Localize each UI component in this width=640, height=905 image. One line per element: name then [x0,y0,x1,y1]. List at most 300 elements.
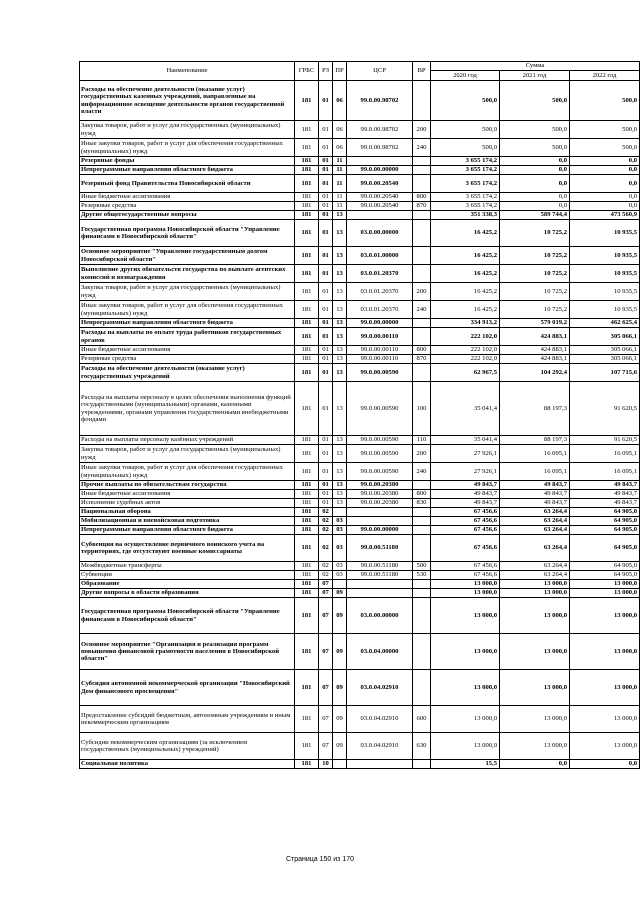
table-row [80,760,640,769]
row-pr: 03 [333,535,347,562]
table-row [80,202,640,211]
row-grbs: 181 [295,733,319,760]
row-sum-2021: 104 292,4 [500,364,570,382]
row-rz: 01 [319,121,333,139]
row-rz: 01 [319,211,333,220]
table-row [80,436,640,445]
row-vr [413,319,431,328]
row-pr: 13 [333,328,347,346]
row-csr [347,508,413,517]
row-sum-2021: 0,0 [500,166,570,175]
row-rz: 01 [319,490,333,499]
row-sum-2021: 63 264,4 [500,571,570,580]
table-row [80,589,640,598]
row-sum-2020: 222 102,0 [431,328,500,346]
table-row [80,733,640,760]
row-grbs: 181 [295,139,319,157]
row-vr [413,166,431,175]
row-sum-2022: 13 000,0 [570,670,640,706]
row-pr [333,508,347,517]
row-sum-2022: 10 935,5 [570,301,640,319]
row-sum-2020: 500,0 [431,81,500,121]
row-name: Межбюджетные трансферты [80,562,295,571]
row-sum-2022: 49 843,7 [570,499,640,508]
row-pr: 06 [333,121,347,139]
table-row [80,247,640,265]
row-name: Национальная оборона [80,508,295,517]
row-sum-2021: 10 725,2 [500,283,570,301]
row-vr [413,81,431,121]
row-sum-2021: 10 725,2 [500,220,570,247]
row-rz: 02 [319,562,333,571]
row-rz: 01 [319,364,333,382]
row-name: Выполнение других обязательств государства по выплате агентских комиссий и вознаграждения [80,265,295,283]
row-name: Предоставление субсидий бюджетным, автономным учреждениям и иным некоммерческим организациям [80,706,295,733]
row-sum-2021: 579 019,2 [500,319,570,328]
row-pr: 09 [333,670,347,706]
row-pr: 03 [333,526,347,535]
row-name: Расходы на обеспечение деятельности (оказание услуг) государственных учреждений [80,364,295,382]
row-grbs: 181 [295,490,319,499]
row-name: Прочие выплаты по обязательствам государства [80,481,295,490]
row-sum-2022: 64 905,0 [570,571,640,580]
row-csr: 03.0.01.20370 [347,283,413,301]
row-name: Закупка товаров, работ и услуг для государственных (муниципальных) нужд [80,445,295,463]
row-grbs: 181 [295,436,319,445]
row-vr [413,517,431,526]
row-grbs: 181 [295,346,319,355]
row-sum-2021: 0,0 [500,202,570,211]
row-rz: 07 [319,634,333,670]
row-sum-2022: 49 843,7 [570,490,640,499]
row-sum-2021: 63 264,4 [500,508,570,517]
row-vr [413,157,431,166]
row-vr: 240 [413,301,431,319]
row-sum-2020: 16 425,2 [431,247,500,265]
row-pr: 03 [333,562,347,571]
row-csr: 99.0.00.98702 [347,81,413,121]
row-sum-2022: 462 625,4 [570,319,640,328]
table-row [80,211,640,220]
row-pr: 13 [333,265,347,283]
row-vr [413,211,431,220]
row-name: Субвенции [80,571,295,580]
row-grbs: 181 [295,382,319,436]
row-vr: 870 [413,355,431,364]
row-pr: 13 [333,499,347,508]
header-pr: ПР [333,62,347,81]
row-sum-2020: 13 000,0 [431,733,500,760]
table-row [80,139,640,157]
row-sum-2020: 15,5 [431,760,500,769]
row-rz: 07 [319,706,333,733]
row-sum-2022: 13 000,0 [570,634,640,670]
row-vr: 630 [413,733,431,760]
row-sum-2022: 10 935,5 [570,265,640,283]
row-name: Резервные средства [80,355,295,364]
row-sum-2022: 91 620,5 [570,436,640,445]
row-pr: 09 [333,733,347,760]
row-rz: 01 [319,355,333,364]
row-rz: 01 [319,265,333,283]
row-vr [413,220,431,247]
row-grbs: 181 [295,364,319,382]
row-vr: 100 [413,382,431,436]
row-pr: 13 [333,355,347,364]
row-vr [413,175,431,193]
row-pr: 13 [333,346,347,355]
row-rz: 01 [319,193,333,202]
table-row [80,580,640,589]
row-grbs: 181 [295,157,319,166]
row-name: Субсидии некоммерческим организациям (за исключением государственных (муниципальных) учреждений) [80,733,295,760]
row-vr [413,580,431,589]
header-csr: ЦСР [347,62,413,81]
row-rz: 01 [319,499,333,508]
table-row [80,499,640,508]
row-sum-2020: 16 425,2 [431,265,500,283]
row-sum-2021: 589 744,4 [500,211,570,220]
row-sum-2021: 13 000,0 [500,634,570,670]
row-rz: 02 [319,517,333,526]
row-sum-2020: 49 843,7 [431,499,500,508]
row-pr: 13 [333,283,347,301]
row-vr [413,526,431,535]
row-pr: 09 [333,589,347,598]
row-rz: 01 [319,436,333,445]
row-csr: 03.0.01.20370 [347,301,413,319]
row-pr: 03 [333,571,347,580]
row-grbs: 181 [295,211,319,220]
row-grbs: 181 [295,508,319,517]
row-vr [413,508,431,517]
table-row [80,598,640,634]
row-sum-2022: 64 905,0 [570,517,640,526]
row-rz: 01 [319,139,333,157]
row-sum-2020: 3 655 174,2 [431,193,500,202]
row-vr [413,634,431,670]
row-sum-2020: 67 456,6 [431,562,500,571]
row-sum-2021: 424 883,1 [500,346,570,355]
row-csr: 99.0.00.00110 [347,328,413,346]
row-name: Закупка товаров, работ и услуг для государственных (муниципальных) нужд [80,121,295,139]
row-csr: 99.0.00.00590 [347,445,413,463]
row-sum-2020: 500,0 [431,139,500,157]
row-sum-2021: 500,0 [500,139,570,157]
row-name: Другие вопросы в области образования [80,589,295,598]
row-name: Резервный фонд Правительства Новосибирской области [80,175,295,193]
table-row [80,571,640,580]
row-pr: 06 [333,139,347,157]
row-grbs: 181 [295,328,319,346]
row-name: Социальная политика [80,760,295,769]
row-rz: 10 [319,760,333,769]
row-sum-2021: 13 000,0 [500,589,570,598]
row-pr: 13 [333,436,347,445]
row-grbs: 181 [295,355,319,364]
row-sum-2021: 13 000,0 [500,733,570,760]
row-rz: 07 [319,733,333,760]
table-row [80,355,640,364]
row-sum-2021: 63 264,4 [500,526,570,535]
row-sum-2022: 13 000,0 [570,580,640,589]
table-row [80,81,640,121]
row-sum-2020: 222 102,0 [431,355,500,364]
row-rz: 01 [319,346,333,355]
row-sum-2022: 91 620,5 [570,382,640,436]
row-pr: 13 [333,319,347,328]
row-sum-2021: 10 725,2 [500,265,570,283]
row-pr: 11 [333,157,347,166]
row-csr: 99.0.00.51180 [347,535,413,562]
row-vr: 200 [413,445,431,463]
table-row [80,283,640,301]
row-pr: 09 [333,634,347,670]
row-csr [347,589,413,598]
row-vr: 600 [413,706,431,733]
row-name: Мобилизационная и вневойсковая подготовка [80,517,295,526]
row-sum-2021: 63 264,4 [500,535,570,562]
row-sum-2021: 16 095,1 [500,463,570,481]
row-sum-2021: 13 000,0 [500,706,570,733]
row-sum-2022: 10 935,5 [570,220,640,247]
header-vr: ВР [413,62,431,81]
row-sum-2021: 63 264,4 [500,562,570,571]
row-grbs: 181 [295,81,319,121]
row-sum-2020: 3 655 174,2 [431,202,500,211]
row-sum-2021: 500,0 [500,81,570,121]
row-sum-2020: 49 843,7 [431,490,500,499]
row-csr: 99.0.00.20380 [347,490,413,499]
row-grbs: 181 [295,634,319,670]
page-number: Страница 150 из 170 [285,856,355,863]
row-sum-2020: 3 655 174,2 [431,157,500,166]
row-sum-2021: 13 000,0 [500,580,570,589]
row-vr: 870 [413,202,431,211]
table-row [80,319,640,328]
table-row [80,121,640,139]
row-sum-2022: 0,0 [570,157,640,166]
row-grbs: 181 [295,526,319,535]
table-row [80,166,640,175]
table-row [80,346,640,355]
row-vr [413,535,431,562]
row-csr: 99.0.00.00590 [347,463,413,481]
header-year-2021: 2021 год [500,71,570,81]
budget-table-sheet [79,61,639,769]
row-rz: 01 [319,220,333,247]
row-csr: 99.0.00.00000 [347,526,413,535]
row-pr: 13 [333,247,347,265]
row-name: Государственная программа Новосибирской области "Управление финансами в Новосибирской области" [80,598,295,634]
row-sum-2020: 16 425,2 [431,220,500,247]
row-vr [413,481,431,490]
row-pr: 11 [333,193,347,202]
row-grbs: 181 [295,220,319,247]
row-sum-2020: 334 913,2 [431,319,500,328]
row-pr: 13 [333,301,347,319]
row-rz: 01 [319,445,333,463]
row-sum-2022: 10 935,5 [570,283,640,301]
row-pr: 09 [333,598,347,634]
row-pr: 13 [333,364,347,382]
row-sum-2021: 0,0 [500,175,570,193]
row-pr: 13 [333,445,347,463]
row-vr: 530 [413,571,431,580]
table-row [80,265,640,283]
row-grbs: 181 [295,562,319,571]
header-grbs: ГРБС [295,62,319,81]
row-sum-2022: 13 000,0 [570,598,640,634]
row-rz: 02 [319,508,333,517]
row-name: Расходы на выплаты по оплате труда работников государственных органов [80,328,295,346]
row-csr: 99.0.00.00110 [347,355,413,364]
row-sum-2022: 500,0 [570,139,640,157]
row-sum-2020: 13 000,0 [431,634,500,670]
row-name: Резервные средства [80,202,295,211]
row-name: Расходы на обеспечение деятельности (оказание услуг) государственных казенных учреждений, направленные на информационное освещение деятельности органов государственной власти [80,81,295,121]
row-rz: 01 [319,175,333,193]
row-sum-2022: 473 560,9 [570,211,640,220]
table-row [80,508,640,517]
row-csr: 99.0.00.00590 [347,364,413,382]
row-csr: 99.0.00.00000 [347,319,413,328]
row-rz: 01 [319,463,333,481]
row-sum-2022: 13 000,0 [570,589,640,598]
row-sum-2020: 16 425,2 [431,283,500,301]
header-name: Наименование [80,62,295,81]
row-sum-2020: 62 967,5 [431,364,500,382]
table-row [80,175,640,193]
row-pr: 13 [333,463,347,481]
row-csr [347,211,413,220]
row-grbs: 181 [295,517,319,526]
row-rz: 01 [319,202,333,211]
row-grbs: 181 [295,319,319,328]
row-sum-2021: 424 883,1 [500,328,570,346]
row-sum-2022: 0,0 [570,166,640,175]
row-grbs: 181 [295,283,319,301]
row-sum-2022: 49 843,7 [570,481,640,490]
row-pr: 13 [333,382,347,436]
row-sum-2020: 500,0 [431,121,500,139]
row-csr: 99.0.00.20540 [347,193,413,202]
row-grbs: 181 [295,760,319,769]
row-sum-2022: 305 066,1 [570,355,640,364]
row-rz: 01 [319,166,333,175]
row-sum-2021: 0,0 [500,760,570,769]
row-grbs: 181 [295,463,319,481]
row-csr: 99.0.00.00590 [347,382,413,436]
row-csr: 99.0.00.00110 [347,346,413,355]
row-grbs: 181 [295,166,319,175]
header-sum: Сумма [431,62,640,71]
table-row [80,301,640,319]
row-rz: 01 [319,481,333,490]
row-grbs: 181 [295,535,319,562]
row-grbs: 181 [295,589,319,598]
row-csr: 99.0.00.00000 [347,166,413,175]
row-sum-2021: 10 725,2 [500,301,570,319]
table-row [80,220,640,247]
row-sum-2020: 67 456,6 [431,535,500,562]
row-name: Субсидия автономной некоммерческой организации "Новосибирский Дом финансового просвещения" [80,670,295,706]
row-name: Иные бюджетные ассигнования [80,490,295,499]
row-rz: 01 [319,319,333,328]
row-grbs: 181 [295,706,319,733]
row-sum-2021: 13 000,0 [500,670,570,706]
row-name: Субвенция на осуществление первичного воинского учета на территориях, где отсутствуют военные комиссариаты [80,535,295,562]
row-name: Закупка товаров, работ и услуг для государственных (муниципальных) нужд [80,283,295,301]
table-row [80,562,640,571]
row-csr: 99.0.00.51180 [347,562,413,571]
header-rz: РЗ [319,62,333,81]
row-grbs: 181 [295,670,319,706]
table-row [80,193,640,202]
table-row [80,481,640,490]
row-pr: 13 [333,490,347,499]
table-row [80,364,640,382]
row-grbs: 181 [295,265,319,283]
row-csr: 99.0.00.00590 [347,436,413,445]
row-csr: 99.0.00.98702 [347,121,413,139]
row-sum-2022: 305 066,1 [570,346,640,355]
row-grbs: 181 [295,445,319,463]
row-sum-2020: 13 000,0 [431,589,500,598]
row-vr: 800 [413,490,431,499]
row-grbs: 181 [295,175,319,193]
table-row [80,670,640,706]
row-sum-2020: 3 655 174,2 [431,166,500,175]
row-sum-2022: 10 935,5 [570,247,640,265]
row-name: Образование [80,580,295,589]
row-name: Иные закупки товаров, работ и услуг для обеспечения государственных (муниципальных) нужд [80,463,295,481]
row-sum-2022: 64 905,0 [570,535,640,562]
row-vr [413,589,431,598]
row-rz: 01 [319,157,333,166]
row-name: Основное мероприятие "Организация и реализация программ повышения финансовой грамотности населения в Новосибирской области" [80,634,295,670]
row-sum-2020: 67 456,6 [431,571,500,580]
row-grbs: 181 [295,121,319,139]
row-rz: 01 [319,283,333,301]
row-sum-2021: 500,0 [500,121,570,139]
row-pr: 11 [333,166,347,175]
row-csr [347,517,413,526]
row-rz: 02 [319,526,333,535]
row-vr: 200 [413,121,431,139]
table-row [80,634,640,670]
row-grbs: 181 [295,481,319,490]
row-sum-2021: 49 843,7 [500,490,570,499]
row-pr: 13 [333,481,347,490]
row-grbs: 181 [295,202,319,211]
row-vr [413,265,431,283]
row-csr: 99.0.00.20540 [347,175,413,193]
row-rz: 01 [319,247,333,265]
row-sum-2020: 13 000,0 [431,580,500,589]
row-pr: 13 [333,211,347,220]
row-rz: 07 [319,670,333,706]
row-name: Государственная программа Новосибирской области "Управление финансами в Новосибирской области" [80,220,295,247]
row-sum-2020: 27 926,1 [431,445,500,463]
header-year-2020: 2020 год [431,71,500,81]
row-rz: 02 [319,535,333,562]
table-row [80,526,640,535]
row-sum-2020: 13 000,0 [431,670,500,706]
row-sum-2022: 107 715,6 [570,364,640,382]
row-sum-2021: 63 264,4 [500,517,570,526]
row-csr: 03.0.04.02910 [347,706,413,733]
